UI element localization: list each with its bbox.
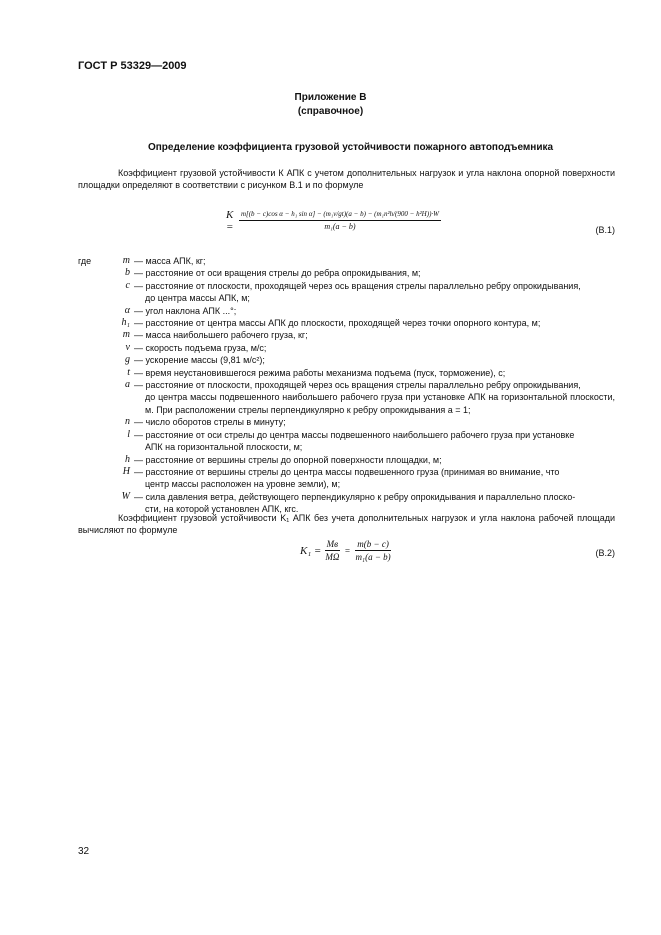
definition-text [134,354,615,366]
section-title: Определение коэффициента грузовой устойчивости пожарного автоподъемника [147,142,554,153]
appendix-heading [0,91,661,119]
definition-symbol: n [125,416,130,428]
definition-row [78,429,615,454]
formula-b2-lhs: K₁ = [300,544,322,557]
definition-row [78,416,615,428]
definition-text [134,342,615,354]
definition-symbol: v [125,341,130,353]
definition-text [134,305,615,317]
formula-b1-numerator: m[(b − c)cos α − h₁ sin α] − (m₁v/gt)(a − b) − (m₁n²h/(900 − h²H))·W [239,208,441,221]
definition-text [134,267,615,279]
definition-row [78,354,615,366]
page-number: 32 [78,846,90,857]
definition-text-main: — число оборотов стрелы в минуту; [134,417,286,428]
definition-symbol: c [125,279,130,291]
definition-text-continuation: сти, на которой установлен АПК, кгс. [145,504,299,515]
definition-text-continuation: АПК на горизонтальной плоскости, м; [145,442,303,453]
outro-paragraph: Коэффициент грузовой устойчивости K₁ АПК без учета дополнительных нагрузок и угла наклона рабочей площади вычисляют по формуле [78,513,615,536]
definition-text-continuation: до центра массы АПК, м; [145,293,250,304]
definition-text [134,255,615,267]
definition-row [78,305,615,317]
definition-symbol: m [122,329,130,341]
definition-symbol: W [121,490,130,502]
formula-b1 [226,208,441,234]
document-header: ГОСТ Р 53329—2009 [78,60,187,72]
definition-row [78,466,615,491]
formula-b1-lhs: K = [226,208,234,233]
definition-row [78,267,615,279]
formula-b2-equals: = [344,545,351,556]
formula-b2-frac2-den: m₁(a − b) [355,552,391,563]
appendix-title: Приложение В [294,92,367,103]
definition-symbol: m [122,255,130,266]
definitions-list [78,255,615,516]
definition-text-continuation: до центра массы подвешенного наибольшего рабочего груза при установке АПК на горизонтальной плоскости, м. При расположении стрелы перпендикулярно к ребру опрокидывания a = 1; [145,392,615,415]
definition-text-main: — расстояние от центра массы АПК до плоскости, проходящей через точки опорного контура, м; [134,318,541,329]
formula-b2-frac2-num: m(b − c) [355,538,391,551]
definition-text [134,454,615,466]
formula-b2 [300,538,393,564]
formula-b2-number: (В.2) [595,548,615,558]
definition-text [134,429,615,454]
definition-text [134,367,615,379]
definition-symbol: g [125,354,130,366]
formula-b2-frac1-num: Mв [325,538,340,551]
definition-text-main: — расстояние от плоскости, проходящей через ось вращения стрелы параллельно ребру опрокидывания, [134,380,581,391]
definition-text-main: — ускорение массы (9,81 м/с²); [134,355,265,366]
definition-text-main: — расстояние от вершины стрелы до центра массы подвешенного груза (принимая во внимание, что [134,466,560,477]
definition-symbol: t [127,366,130,378]
definition-text-main: — угол наклона АПК ...°; [134,305,237,316]
definitions-lead: где [78,256,92,266]
definition-text-main: — расстояние от вершины стрелы до опорной поверхности площадки, м; [134,454,442,465]
definition-text-main: — расстояние от плоскости, проходящей через ось вращения стрелы параллельно ребру опрокидывания, [134,280,581,291]
definition-text [134,329,615,341]
definition-text-main: — время неустановившегося режима работы механизма подъема (пуск, торможение), с; [134,367,506,378]
definition-symbol: h₁ [121,317,130,329]
definition-row [78,367,615,379]
definition-text [134,466,615,491]
definition-text [134,317,615,329]
appendix-subtitle: (справочное) [297,106,364,117]
definition-text-main: — сила давления ветра, действующего перпендикулярно к ребру опрокидывания и параллельно плоско- [134,491,576,502]
definition-text [134,280,615,305]
definition-row [78,317,615,329]
definition-text-main: — масса наибольшего рабочего груза, кг; [134,330,308,341]
definition-text-continuation: центр массы расположен на уровне земли), м; [145,479,341,490]
definition-text [134,379,615,416]
definition-row [78,329,615,341]
definition-row [78,454,615,466]
definition-text-main: — расстояние от оси стрелы до центра массы подвешенного наибольшего рабочего груза при установке [134,429,575,440]
intro-paragraph: Коэффициент грузовой устойчивости К АПК с учетом дополнительных нагрузок и угла наклона опорной поверхности площадки определяют в соответствии с рисунком В.1 и по формуле [78,168,615,191]
formula-b1-number: (В.1) [595,225,615,235]
definition-text [134,416,615,428]
definition-symbol: b [125,267,130,279]
definition-row [78,255,615,267]
definition-symbol: a [125,379,130,391]
definition-row [78,280,615,305]
definition-text-main: — скорость подъема груза, м/с; [134,342,267,353]
definition-symbol: H [122,465,130,477]
definition-row [78,342,615,354]
formula-b2-frac1-den: MΩ [325,552,340,563]
definition-symbol: h [125,453,130,465]
definition-symbol: l [127,428,130,440]
definition-row [78,379,615,416]
definition-symbol: α [124,304,130,316]
definition-text-main: — расстояние от оси вращения стрелы до ребра опрокидывания, м; [134,268,421,279]
definition-text-main: — масса АПК, кг; [134,256,206,266]
formula-b1-denominator: m₁(a − b) [324,222,356,232]
